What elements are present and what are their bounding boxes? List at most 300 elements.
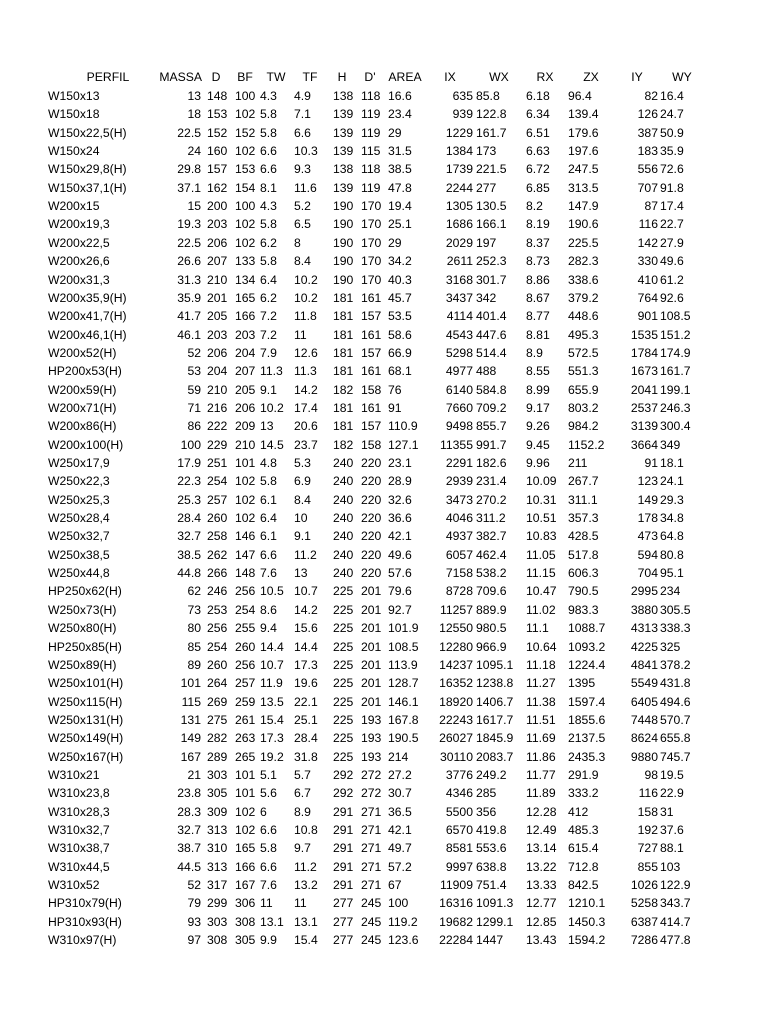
cell-tw: 11.3	[260, 364, 283, 379]
cell-perfil: W310x32,7	[48, 823, 110, 837]
table-row	[0, 381, 768, 399]
cell-tf: 13.1	[294, 914, 318, 929]
cell-h: 292	[333, 786, 354, 801]
cell-perfil: W200x35,9(H)	[48, 290, 127, 305]
cell-d-prime: 158	[361, 382, 382, 397]
cell-tw: 4.3	[260, 89, 277, 103]
cell-tf: 6.7	[294, 786, 311, 801]
cell-d-prime: 193	[361, 731, 382, 746]
cell-wy: 35.9	[660, 144, 684, 159]
cell-tw: 6.6	[260, 859, 277, 874]
cell-zx: 291.9	[568, 767, 599, 782]
cell-tf: 19.6	[294, 676, 318, 691]
cell-zx: 247.5	[568, 162, 599, 177]
cell-tw: 5.8	[260, 254, 277, 269]
cell-iy: 7448	[630, 712, 658, 727]
cell-tf: 15.6	[294, 621, 318, 636]
table-row	[0, 821, 768, 839]
cell-wx: 197	[476, 235, 497, 250]
cell-iy: 116	[638, 786, 658, 801]
cell-ix: 6570	[445, 823, 473, 837]
cell-wx: 122.8	[476, 107, 507, 122]
cell-wy: 349	[660, 437, 681, 452]
header-d: D	[211, 70, 221, 84]
cell-rx: 13.14	[526, 841, 557, 856]
cell-wy: 64.8	[660, 529, 684, 544]
cell-wx: 221.5	[476, 162, 507, 177]
cell-area: 38.5	[388, 162, 412, 177]
cell-rx: 11.69	[526, 731, 556, 746]
cell-massa: 52	[187, 878, 201, 893]
cell-wx: 382.7	[476, 529, 507, 544]
cell-d-prime: 170	[361, 199, 382, 214]
table-row	[0, 803, 768, 821]
cell-zx: 1855.6	[568, 712, 606, 727]
table-row	[0, 894, 768, 912]
header-tw: TW	[266, 70, 286, 84]
cell-area: 45.7	[388, 290, 412, 305]
table-row	[0, 160, 768, 178]
cell-d: 203	[207, 327, 228, 342]
cell-d: 262	[207, 547, 228, 562]
table-row	[0, 87, 768, 105]
cell-perfil: W250x28,4	[48, 511, 110, 526]
header-wx: WX	[489, 70, 509, 84]
cell-tw: 7.9	[260, 345, 277, 360]
cell-massa: 101	[180, 676, 201, 691]
cell-iy: 2995	[630, 584, 658, 599]
cell-d: 210	[207, 382, 228, 397]
cell-wx: 231.4	[476, 474, 507, 489]
table-row	[0, 693, 768, 711]
cell-iy: 594	[637, 547, 658, 562]
cell-zx: 2435.3	[568, 749, 606, 764]
cell-d: 152	[207, 125, 228, 140]
cell-zx: 983.3	[568, 602, 599, 617]
cell-wx: 1091.3	[476, 896, 514, 911]
cell-bf: 165	[235, 290, 256, 305]
cell-massa: 29.8	[177, 162, 201, 177]
cell-massa: 31.3	[177, 272, 201, 287]
cell-h: 190	[333, 235, 354, 250]
header-bf: BF	[237, 70, 253, 84]
cell-tw: 13.5	[260, 694, 284, 709]
cell-bf: 257	[235, 676, 256, 691]
table-row	[0, 197, 768, 215]
cell-d-prime: 201	[361, 584, 382, 599]
table-row	[0, 215, 768, 233]
cell-wx: 538.2	[476, 566, 507, 581]
cell-wx: 130.5	[476, 199, 507, 214]
cell-area: 47.8	[388, 180, 412, 195]
cell-wy: 34.8	[660, 511, 684, 526]
cell-iy: 87	[644, 199, 658, 214]
cell-d: 303	[207, 767, 228, 782]
cell-d-prime: 157	[361, 419, 382, 434]
header-row	[0, 68, 768, 86]
cell-tw: 6.4	[260, 511, 277, 526]
cell-perfil: W310x38,7	[48, 841, 110, 856]
cell-tw: 11	[260, 896, 273, 911]
cell-perfil: W250x73(H)	[48, 602, 117, 617]
cell-iy: 4841	[630, 657, 658, 672]
cell-iy: 178	[637, 511, 658, 526]
cell-wx: 1617.7	[476, 712, 514, 727]
cell-wy: 343.7	[660, 896, 691, 911]
cell-massa: 15	[187, 199, 201, 214]
cell-area: 27.2	[388, 767, 412, 782]
cell-zx: 655.9	[568, 382, 599, 397]
cell-rx: 8.67	[526, 290, 550, 305]
cell-ix: 18920	[439, 694, 473, 709]
cell-h: 139	[333, 144, 354, 159]
cell-wy: 414.7	[660, 914, 691, 929]
cell-h: 291	[333, 804, 354, 819]
cell-perfil: W150x24	[48, 144, 100, 159]
cell-wx: 311.2	[476, 511, 506, 526]
cell-iy: 4225	[630, 639, 658, 654]
cell-h: 240	[333, 511, 354, 526]
cell-iy: 2537	[630, 400, 658, 415]
cell-massa: 100	[180, 437, 201, 452]
cell-perfil: W200x31,3	[48, 272, 110, 287]
cell-d: 260	[207, 657, 228, 672]
cell-wy: 31	[660, 804, 674, 819]
cell-iy: 5258	[630, 896, 658, 911]
cell-iy: 149	[637, 492, 658, 507]
cell-area: 36.6	[388, 511, 412, 526]
table-row	[0, 784, 768, 802]
cell-d: 317	[207, 878, 228, 893]
cell-bf: 209	[235, 419, 256, 434]
cell-wy: 234	[660, 584, 681, 599]
cell-tw: 15.4	[260, 712, 284, 727]
cell-wy: 24.7	[660, 107, 684, 122]
cell-d-prime: 220	[361, 492, 382, 507]
header-area: AREA	[388, 70, 422, 84]
cell-wx: 751.4	[476, 878, 507, 893]
cell-rx: 11.27	[526, 676, 556, 691]
cell-zx: 572.5	[568, 345, 599, 360]
cell-d: 310	[207, 841, 228, 856]
cell-ix: 6057	[445, 547, 473, 562]
cell-ix: 7158	[445, 566, 473, 581]
cell-area: 32.6	[388, 492, 412, 507]
cell-zx: 147.9	[568, 199, 599, 214]
cell-massa: 35.9	[177, 290, 201, 305]
cell-wx: 419.8	[476, 823, 507, 837]
cell-tf: 22.1	[294, 694, 318, 709]
cell-zx: 2137.5	[568, 731, 606, 746]
cell-perfil: W250x22,3	[48, 474, 110, 489]
cell-d: 258	[207, 529, 228, 544]
cell-bf: 256	[235, 584, 256, 599]
cell-d-prime: 118	[361, 89, 381, 103]
cell-wy: 655.8	[660, 731, 691, 746]
cell-massa: 93	[187, 914, 201, 929]
cell-perfil: W250x115(H)	[48, 694, 123, 709]
cell-h: 240	[333, 547, 354, 562]
cell-wy: 27.9	[660, 235, 684, 250]
cell-tw: 9.4	[260, 621, 277, 636]
cell-area: 53.5	[388, 309, 412, 324]
cell-h: 240	[333, 474, 354, 489]
cell-h: 181	[333, 290, 354, 305]
cell-perfil: W250x149(H)	[48, 731, 124, 746]
cell-tf: 11.8	[294, 309, 317, 324]
cell-d: 157	[207, 162, 228, 177]
cell-massa: 41.7	[177, 309, 201, 324]
cell-d-prime: 193	[361, 749, 382, 764]
header-d-prime: D'	[364, 70, 376, 84]
cell-zx: 1597.4	[568, 694, 606, 709]
cell-perfil: W200x41,7(H)	[48, 309, 127, 324]
cell-d: 256	[207, 621, 228, 636]
cell-wx: 709.6	[476, 584, 507, 599]
cell-ix: 11257	[440, 602, 473, 617]
cell-wy: 103	[660, 859, 681, 874]
cell-bf: 101	[235, 456, 256, 470]
cell-massa: 18	[187, 107, 201, 122]
cell-tw: 5.8	[260, 107, 277, 122]
cell-d-prime: 170	[361, 217, 382, 232]
table-row	[0, 472, 768, 490]
cell-zx: 1594.2	[568, 933, 606, 948]
cell-massa: 22.5	[177, 235, 201, 250]
cell-wy: 92.6	[660, 290, 684, 305]
cell-rx: 13.33	[526, 878, 557, 893]
cell-wy: 80.8	[660, 547, 684, 562]
cell-tw: 5.8	[260, 474, 277, 489]
cell-wx: 553.6	[476, 841, 507, 856]
table-row	[0, 326, 768, 344]
cell-tw: 8.6	[260, 602, 277, 617]
cell-zx: 338.6	[568, 272, 599, 287]
cell-zx: 1088.7	[568, 621, 606, 636]
cell-ix: 4114	[446, 309, 473, 324]
cell-massa: 17.9	[177, 456, 201, 470]
cell-ix: 7660	[445, 400, 473, 415]
cell-h: 225	[333, 621, 354, 636]
cell-rx: 8.55	[526, 364, 550, 379]
cell-zx: 1210.1	[568, 896, 606, 911]
cell-ix: 939	[452, 107, 473, 122]
header-iy: IY	[631, 70, 643, 84]
cell-d-prime: 220	[361, 511, 382, 526]
cell-d: 313	[207, 823, 228, 837]
cell-rx: 12.49	[526, 823, 557, 837]
cell-massa: 38.7	[177, 841, 201, 856]
cell-perfil: W250x38,5	[48, 547, 110, 562]
cell-tf: 23.7	[294, 437, 318, 452]
cell-tw: 5.6	[260, 786, 277, 801]
cell-bf: 147	[235, 547, 256, 562]
cell-tw: 13	[260, 419, 274, 434]
cell-area: 67	[388, 878, 402, 893]
cell-d-prime: 158	[361, 437, 382, 452]
cell-d: 229	[207, 437, 228, 452]
cell-massa: 167	[180, 749, 201, 764]
cell-zx: 1093.2	[568, 639, 606, 654]
table-row	[0, 601, 768, 619]
cell-zx: 282.3	[568, 254, 599, 269]
cell-perfil: W200x86(H)	[48, 419, 117, 434]
table-row	[0, 656, 768, 674]
cell-zx: 1395	[568, 676, 596, 691]
cell-bf: 256	[235, 657, 256, 672]
cell-wx: 2083.7	[476, 749, 514, 764]
cell-wx: 356	[476, 804, 497, 819]
cell-perfil: W200x26,6	[48, 254, 110, 269]
cell-tw: 6.6	[260, 547, 277, 562]
cell-zx: 139.4	[568, 107, 599, 122]
cell-zx: 357.3	[568, 511, 599, 526]
cell-tw: 6.6	[260, 823, 277, 837]
cell-area: 123.6	[388, 933, 419, 948]
cell-area: 28.9	[388, 474, 412, 489]
cell-tf: 25.1	[294, 712, 318, 727]
cell-d: 246	[207, 584, 228, 599]
cell-bf: 102	[235, 217, 256, 232]
cell-d-prime: 201	[361, 657, 382, 672]
cell-wx: 889.9	[476, 602, 507, 617]
cell-ix: 22243	[439, 712, 473, 727]
cell-d: 308	[207, 933, 228, 948]
cell-d: 201	[207, 290, 228, 305]
cell-perfil: W310x97(H)	[48, 933, 117, 948]
cell-perfil: W200x19,3	[48, 217, 110, 232]
cell-bf: 203	[235, 327, 256, 342]
cell-bf: 153	[235, 162, 256, 177]
cell-perfil: HP310x93(H)	[48, 914, 122, 929]
cell-zx: 428.5	[568, 529, 599, 544]
table-row	[0, 252, 768, 270]
cell-rx: 9.45	[526, 437, 550, 452]
cell-rx: 6.51	[526, 125, 550, 140]
cell-perfil: W310x44,5	[48, 859, 110, 874]
cell-d-prime: 220	[361, 456, 382, 470]
cell-area: 127.1	[388, 437, 419, 452]
cell-bf: 305	[235, 933, 256, 948]
cell-bf: 154	[235, 180, 256, 195]
cell-tw: 5.8	[260, 217, 277, 232]
cell-bf: 265	[235, 749, 256, 764]
cell-ix: 5500	[445, 804, 473, 819]
cell-zx: 412	[568, 804, 589, 819]
cell-wy: 338.3	[660, 621, 691, 636]
cell-perfil: HP200x53(H)	[48, 364, 122, 379]
cell-tf: 17.3	[294, 657, 318, 672]
cell-tf: 6.9	[294, 474, 311, 489]
cell-zx: 842.5	[568, 878, 599, 893]
table-row	[0, 931, 768, 949]
cell-wx: 401.4	[476, 309, 507, 324]
cell-rx: 8.19	[526, 217, 550, 232]
cell-wy: 431.8	[660, 676, 691, 691]
cell-ix: 635	[452, 89, 473, 103]
table-row	[0, 711, 768, 729]
cell-d: 251	[207, 456, 228, 470]
cell-h: 291	[333, 878, 354, 893]
table-row	[0, 876, 768, 894]
cell-area: 190.5	[388, 731, 419, 746]
cell-wy: 16.4	[660, 89, 684, 103]
cell-d-prime: 161	[361, 290, 382, 305]
cell-tf: 8.4	[294, 254, 311, 269]
cell-rx: 10.31	[526, 492, 557, 507]
cell-d: 207	[207, 254, 228, 269]
cell-zx: 485.3	[568, 823, 599, 837]
cell-rx: 6.34	[526, 107, 550, 122]
cell-wx: 1447	[476, 933, 504, 948]
cell-area: 30.7	[388, 786, 412, 801]
cell-tw: 6.4	[260, 272, 277, 287]
cell-bf: 166	[235, 859, 256, 874]
cell-wy: 378.2	[660, 657, 691, 672]
cell-bf: 259	[235, 694, 256, 709]
cell-iy: 4313	[630, 621, 658, 636]
cell-iy: 707	[637, 180, 658, 195]
cell-wy: 72.6	[660, 162, 684, 177]
cell-zx: 551.3	[568, 364, 599, 379]
cell-bf: 134	[235, 272, 256, 287]
cell-d: 299	[207, 896, 228, 911]
cell-d-prime: 220	[361, 566, 382, 581]
cell-iy: 855	[637, 859, 658, 874]
cell-perfil: W200x59(H)	[48, 382, 117, 397]
cell-wx: 1845.9	[476, 731, 514, 746]
cell-wy: 300.4	[660, 419, 691, 434]
cell-area: 36.5	[388, 804, 412, 819]
cell-area: 101.9	[388, 621, 419, 636]
cell-area: 40.3	[388, 272, 412, 287]
cell-bf: 148	[235, 566, 256, 581]
cell-iy: 192	[637, 823, 658, 837]
table-row	[0, 436, 768, 454]
cell-area: 167.8	[388, 712, 419, 727]
cell-wy: 570.7	[660, 712, 691, 727]
cell-rx: 8.37	[526, 235, 550, 250]
table-row	[0, 399, 768, 417]
cell-area: 146.1	[388, 694, 419, 709]
cell-area: 29	[388, 235, 402, 250]
table-row	[0, 234, 768, 252]
table-row	[0, 564, 768, 582]
cell-perfil: W250x89(H)	[48, 657, 117, 672]
cell-rx: 6.72	[526, 162, 550, 177]
table-row	[0, 509, 768, 527]
cell-wy: 494.6	[660, 694, 691, 709]
cell-d: 282	[207, 731, 228, 746]
cell-d: 260	[207, 511, 228, 526]
cell-h: 181	[333, 400, 354, 415]
cell-d: 222	[207, 419, 228, 434]
cell-iy: 3139	[630, 419, 658, 434]
cell-tf: 10.8	[294, 823, 318, 837]
cell-perfil: W150x29,8(H)	[48, 162, 127, 177]
cell-bf: 261	[235, 712, 256, 727]
cell-bf: 207	[235, 364, 256, 379]
cell-d-prime: 220	[361, 529, 382, 544]
cell-d-prime: 170	[361, 272, 382, 287]
cell-perfil: HP310x79(H)	[48, 896, 122, 911]
cell-perfil: W250x25,3	[48, 492, 110, 507]
cell-wy: 19.5	[660, 767, 684, 782]
cell-massa: 149	[180, 731, 201, 746]
cell-massa: 22.5	[177, 125, 201, 140]
table-row	[0, 638, 768, 656]
cell-iy: 2041	[630, 382, 658, 397]
